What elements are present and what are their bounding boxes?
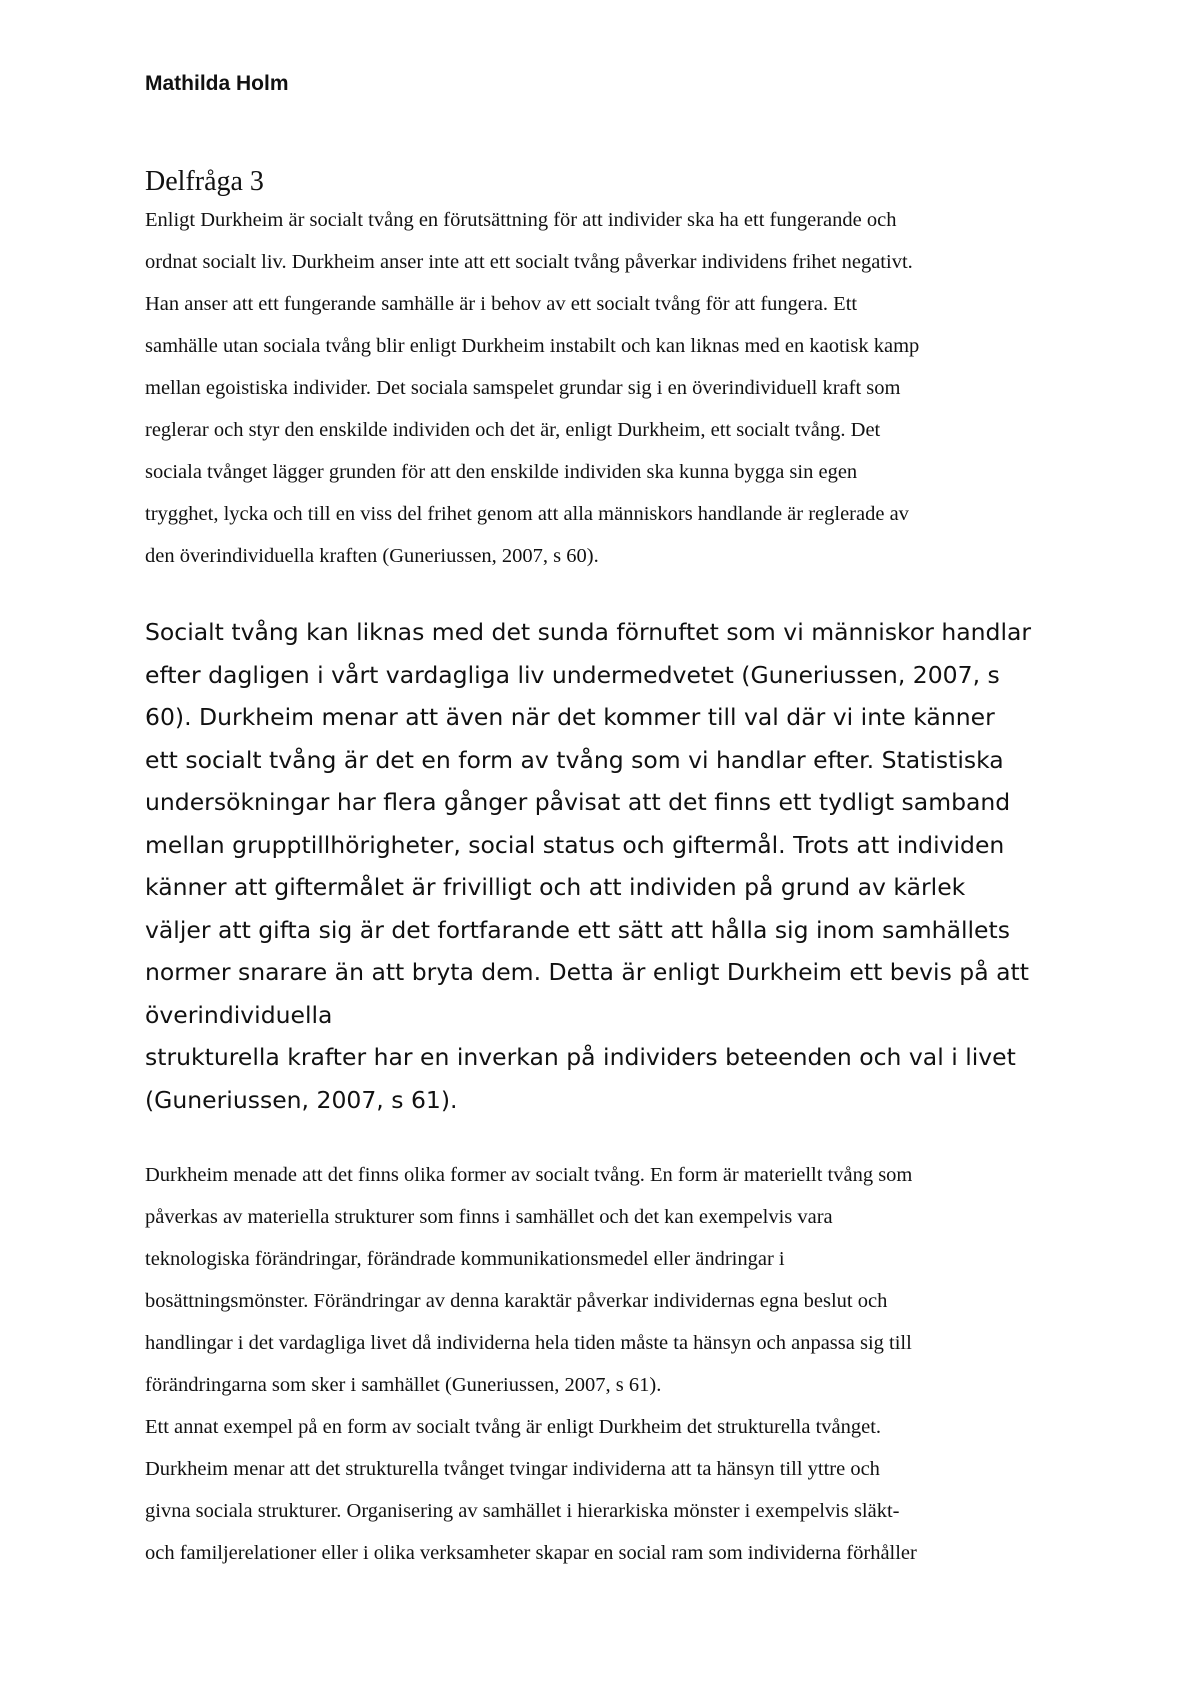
section-heading: Delfråga 3	[145, 166, 264, 197]
text-line: reglerar och styr den enskilde individen och det är, enligt Durkheim, ett socialt tvång. Det	[145, 419, 881, 441]
text-line: den överindividuella kraften (Guneriussen, 2007, s 60).	[145, 545, 599, 567]
text-line: mellan grupptillhörigheter, social status och giftermål. Trots att individen	[145, 830, 1005, 859]
paragraph-3	[145, 1154, 1085, 1406]
text-line: givna sociala strukturer. Organisering av samhället i hierarkiska mönster i exempelvis släkt-	[145, 1500, 900, 1522]
text-line: strukturella krafter har en inverkan på individers beteenden och val i livet	[145, 1043, 1016, 1071]
text-line: efter dagligen i vårt vardagliga liv undermedvetet (Guneriussen, 2007, s	[145, 660, 1000, 689]
text-line: påverkas av materiella strukturer som finns i samhället och det kan exempelvis vara	[145, 1206, 833, 1228]
text-line: undersökningar har flera gånger påvisat att det finns ett tydligt samband	[145, 788, 1011, 816]
text-line: handlingar i det vardagliga livet då individerna hela tiden måste ta hänsyn och anpassa sig till	[145, 1332, 912, 1354]
text-line: ordnat socialt liv. Durkheim anser inte att ett socialt tvång påverkar individens frihet negativt.	[145, 251, 913, 273]
text-line: Han anser att ett fungerande samhälle är i behov av ett socialt tvång för att fungera. Ett	[145, 293, 858, 315]
text-line: (Guneriussen, 2007, s 61).	[145, 1085, 458, 1114]
text-line: normer snarare än att bryta dem. Detta är enligt Durkheim ett bevis på att	[145, 958, 1029, 986]
text-line: teknologiska förändringar, förändrade kommunikationsmedel eller ändringar i	[145, 1248, 785, 1270]
text-line: känner att giftermålet är frivilligt och att individen på grund av kärlek	[145, 873, 966, 901]
text-line: Socialt tvång kan liknas med det sunda förnuftet som vi människor handlar	[145, 618, 1032, 646]
text-line: sociala tvånget lägger grunden för att den enskilde individen ska kunna bygga sin egen	[145, 461, 858, 483]
paragraph-2	[145, 611, 1085, 1121]
paragraph-1	[145, 199, 1085, 577]
text-line: ett socialt tvång är det en form av tvång som vi handlar efter. Statistiska	[145, 745, 1004, 774]
author-name: Mathilda Holm	[145, 72, 289, 95]
paragraph-4	[145, 1406, 1085, 1574]
text-line: bosättningsmönster. Förändringar av denna karaktär påverkar individernas egna beslut och	[145, 1290, 888, 1312]
text-line: Durkheim menar att det strukturella tvånget tvingar individerna att ta hänsyn till yttre och	[145, 1458, 880, 1480]
text-line: väljer att gifta sig är det fortfarande ett sätt att hålla sig inom samhällets	[145, 915, 1010, 944]
text-line: 60). Durkheim menar att även när det kommer till val där vi inte känner	[145, 703, 995, 731]
text-line: och familjerelationer eller i olika verksamheter skapar en social ram som individerna förhåller	[145, 1542, 917, 1564]
text-line: förändringarna som sker i samhället (Guneriussen, 2007, s 61).	[145, 1374, 662, 1396]
text-line: mellan egoistiska individer. Det sociala samspelet grundar sig i en överindividuell kraft som	[145, 377, 901, 399]
text-line: Durkheim menade att det finns olika former av socialt tvång. En form är materiellt tvång som	[145, 1164, 913, 1186]
text-line: Enligt Durkheim är socialt tvång en förutsättning för att individer ska ha ett fungerande och	[145, 209, 897, 231]
text-line: överindividuella	[145, 1000, 333, 1029]
text-line: trygghet, lycka och till en viss del frihet genom att alla människors handlande är reglerade av	[145, 503, 909, 525]
text-line: Ett annat exempel på en form av socialt tvång är enligt Durkheim det strukturella tvånget.	[145, 1416, 882, 1438]
text-line: samhälle utan sociala tvång blir enligt Durkheim instabilt och kan liknas med en kaotisk kamp	[145, 335, 920, 357]
